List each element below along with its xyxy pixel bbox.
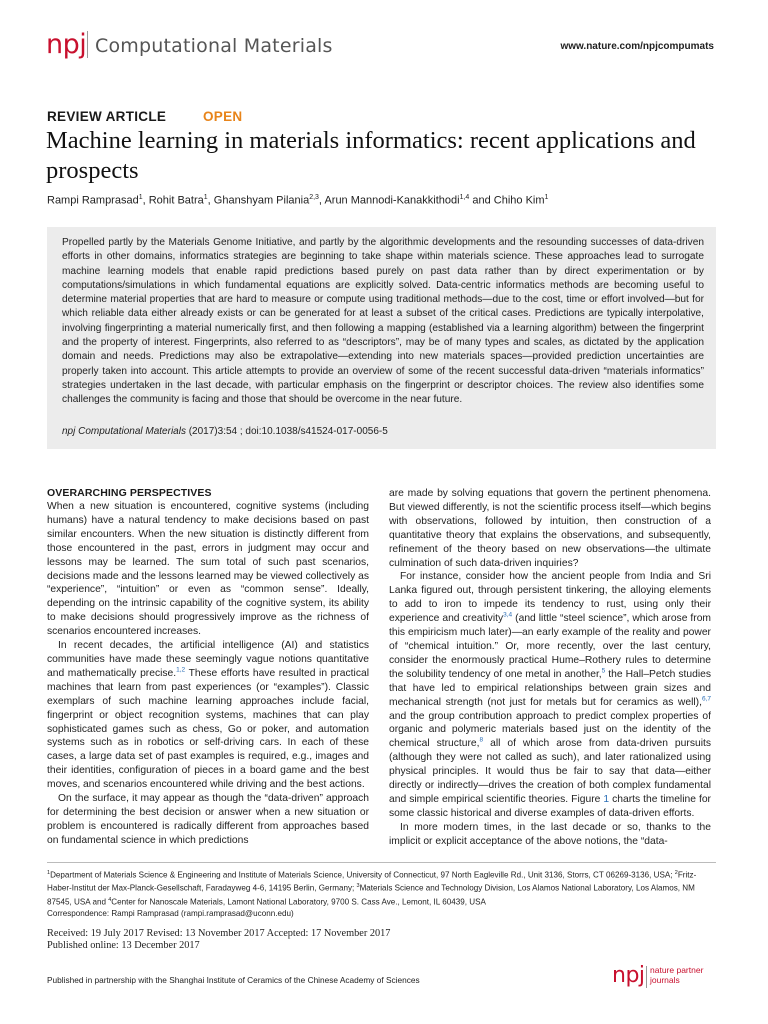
article-type-label: REVIEW ARTICLE (47, 109, 167, 124)
body-text: charts the timeline for some classic historical and diverse examples of data-driven efforts. (389, 793, 711, 819)
logo-divider (646, 966, 647, 988)
body-paragraph: On the surface, it may appear as though the “data-driven” approach for determining the best decision or answer when a new situation or problem is encountered is radically different from approaches based on fundamental science in which predictions (47, 793, 369, 846)
body-text: all of which arose from data-driven pursuits (although they were not called as such), and later rationalized using physical principles. It would thus be fair to say that data—either directly or indirectly—drives the creation of both complex fundamental and simple empirical scientific theories. Figure (389, 738, 711, 805)
npj-partner-logo[interactable] (612, 963, 704, 988)
footnote-divider (47, 862, 716, 863)
reference-link[interactable]: 3,4 (503, 611, 513, 619)
affiliation-text: Center for Nanoscale Materials, Lamont National Laboratory, 9700 S. Cass Ave., Lemont, IL 60439, USA (111, 897, 486, 907)
body-paragraph: In more modern times, in the last decade or so, thanks to the implicit or explicit acceptance of the above notions, the “data- (389, 821, 711, 847)
logo-subtext: nature partner (650, 965, 704, 975)
citation-line (62, 426, 388, 437)
reference-link[interactable]: 6,7 (701, 695, 711, 703)
publication-dates (47, 928, 390, 952)
affiliation-text: Materials Science and Technology Division, Los Alamos National Laboratory, Los Alamos, NM 87545, USA and (47, 883, 695, 907)
author-name[interactable]: Rohit Batra (148, 194, 204, 207)
author-affiliation-ref: 1,4 (459, 194, 470, 201)
author-name[interactable]: Ghanshyam Pilania (213, 194, 310, 207)
affiliation-text: Fritz-Haber-Institut der Max-Planck-Gesellschaft, Faradayweg 4-6, 14195 Berlin, Germany; (47, 870, 697, 893)
body-paragraph: are made by solving equations that govern the pertinent phenomena. But viewed differently, is not the scientific process itself—which begins with observations, followed by intuition, then construction of a quantitative theory that explains the observations, and subsequently, refinement of the theory based on new observations—the ultimate culmination of such data-driven inquiries? (389, 488, 711, 569)
journal-url-link[interactable]: www.nature.com/npjcompumats (560, 41, 714, 52)
npj-logo-text: npj (612, 963, 645, 988)
author-name[interactable]: Rampi Ramprasad (47, 194, 139, 207)
author-affiliation-ref: 2,3 (309, 194, 319, 201)
author-affiliation-ref: 1 (203, 194, 208, 201)
body-paragraph (389, 570, 711, 820)
body-text: the Hall–Petch studies that have led to empirical relationships between grain sizes and mechanical strength (not just for metals but for ceramics as well), (389, 668, 711, 708)
published-online-date: Published online: 13 December 2017 (47, 940, 200, 951)
logo-divider (87, 31, 88, 58)
article-title: Machine learning in materials informatics: recent applications and prospects (46, 127, 696, 184)
citation-doi[interactable]: (2017)3:54 ; doi:10.1038/s41524-017-0056-5 (185, 426, 388, 437)
author-affiliation-ref: 1 (544, 194, 549, 201)
correspondence-line[interactable]: Correspondence: Rampi Ramprasad (rampi.ramprasad@uconn.edu) (47, 908, 294, 918)
author-separator: , (207, 194, 214, 207)
partnership-statement: Published in partnership with the Shanghai Institute of Ceramics of the Chinese Academy of Sciences (47, 975, 420, 985)
author-separator: , (142, 194, 149, 207)
affiliation-number: 2 (674, 870, 678, 876)
left-column (47, 500, 369, 848)
reference-link[interactable]: 1,2 (176, 666, 186, 674)
affiliation-number: 1 (47, 870, 51, 876)
journal-name: Computational Materials (95, 35, 333, 57)
author-affiliation-ref: 1 (138, 194, 143, 201)
body-paragraph: When a new situation is encountered, cognitive systems (including humans) have a natural tendency to make decisions based on past similar encounters. When the new situation is distinctly different from those encountered in the past, errors in judgment may occur and lessons may be learned. The sum total of such past scenarios, decisions made and the lessons learned may be viewed collectively as “experience”, “intuition” or even as “common sense”. Ideally, depending on the intrinsic capability of the cognitive system, its ability to make decisions should progressively improve as the richness of scenarios encountered increases. (47, 501, 369, 638)
affiliation-text: Department of Materials Science & Engineering and Institute of Materials Science, University of Connecticut, 97 North Eagleville Rd., Unit 3136, Storrs, CT 06269-3136, USA; (50, 870, 675, 880)
citation-journal: npj Computational Materials (62, 426, 186, 437)
body-text: For instance, consider how the ancient people from India and Sri Lanka figured out, through persistent tinkering, the alloying elements to add to iron to impede its tendency to rust, using only their experience and creativity (389, 571, 711, 625)
figure-link[interactable]: 1 (603, 793, 610, 805)
body-text: (and little “steel science”, which arose from this empiricism much later)—an early example of the reality and power of “chemical intuition.” Or, more recently, over the last century, consider the enormously practical Hume–Rothery rules to determine the solubility tendency of one metal in another, (389, 613, 711, 680)
logo-subtext: journals (650, 975, 680, 985)
affiliations (47, 868, 716, 919)
author-separator: , (318, 194, 325, 207)
abstract-text: Propelled partly by the Materials Genome Initiative, and partly by the algorithmic developments and the resounding successes of data-driven efforts in other domains, informatics strategies are beginning to take shape within materials science. These approaches lead to surrogate machine learning models that enable rapid predictions based purely on past data rather than by direct experimentation or by computations/simulations in which fundamental equations are explicitly solved. Data-centric informatics methods are becoming useful to determine material properties that are hard to measure or compute using traditional methods—due to the cost, time or effort involved—but for which reliable data either already exists or can be generated for at least a subset of the critical cases. Predictions are typically interpolative, involving fingerprinting a material numerically first, and then following a mapping (established via a learning algorithm) between the fingerprint and the property of interest. Fingerprints, also referred to as “descriptors”, may be of many types and scales, as dictated by the application domain and needs. Predictions may also be extrapolative—extending into new materials spaces—provided prediction uncertainties are properly taken into account. This article attempts to provide an overview of some of the recent successful data-driven “materials informatics” strategies undertaken in the last decade, with particular emphasis on the fingerprint or descriptor choices. The review also identifies some challenges the community is facing and those that should be overcome in the near future. (62, 237, 704, 406)
npj-logo[interactable]: npj (46, 29, 87, 60)
body-text: These efforts have resulted in practical machines that learn from past experiences (or “examples”). Classic exemplars of such machine learning approaches include facial, fingerprint or object recognition systems, machines that can play sophisticated games such as chess, Go or poker, and automation systems such as in robotics or self-driving cars. In each of these cases, a large data set of past examples is required, e.g., images and their identities, configuration of pieces in a board game and the best moves, and scenarios encountered while driving and the best actions. (47, 667, 369, 791)
section-heading: OVERARCHING PERSPECTIVES (47, 487, 212, 499)
body-text: In recent decades, the artificial intelligence (AI) and statistics communities have made these seemingly vague notions quantitative and mathematically precise. (47, 640, 369, 679)
body-text: and the group contribution approach to predict complex properties of organic and polymeric materials based just on the identity of the chemical structure, (389, 710, 711, 750)
received-dates: Received: 19 July 2017 Revised: 13 November 2017 Accepted: 17 November 2017 (47, 928, 391, 939)
right-column (389, 487, 711, 849)
author-name[interactable]: Arun Mannodi-Kanakkithodi (324, 194, 460, 207)
author-list (47, 194, 548, 207)
affiliation-number: 3 (356, 883, 360, 890)
affiliation-number: 4 (108, 896, 112, 903)
open-access-badge: OPEN (203, 109, 243, 124)
author-separator: and (469, 194, 494, 207)
reference-link[interactable]: 8 (479, 736, 484, 744)
author-name[interactable]: Chiho Kim (493, 194, 545, 207)
body-paragraph (47, 639, 369, 792)
reference-link[interactable]: 5 (601, 667, 606, 675)
